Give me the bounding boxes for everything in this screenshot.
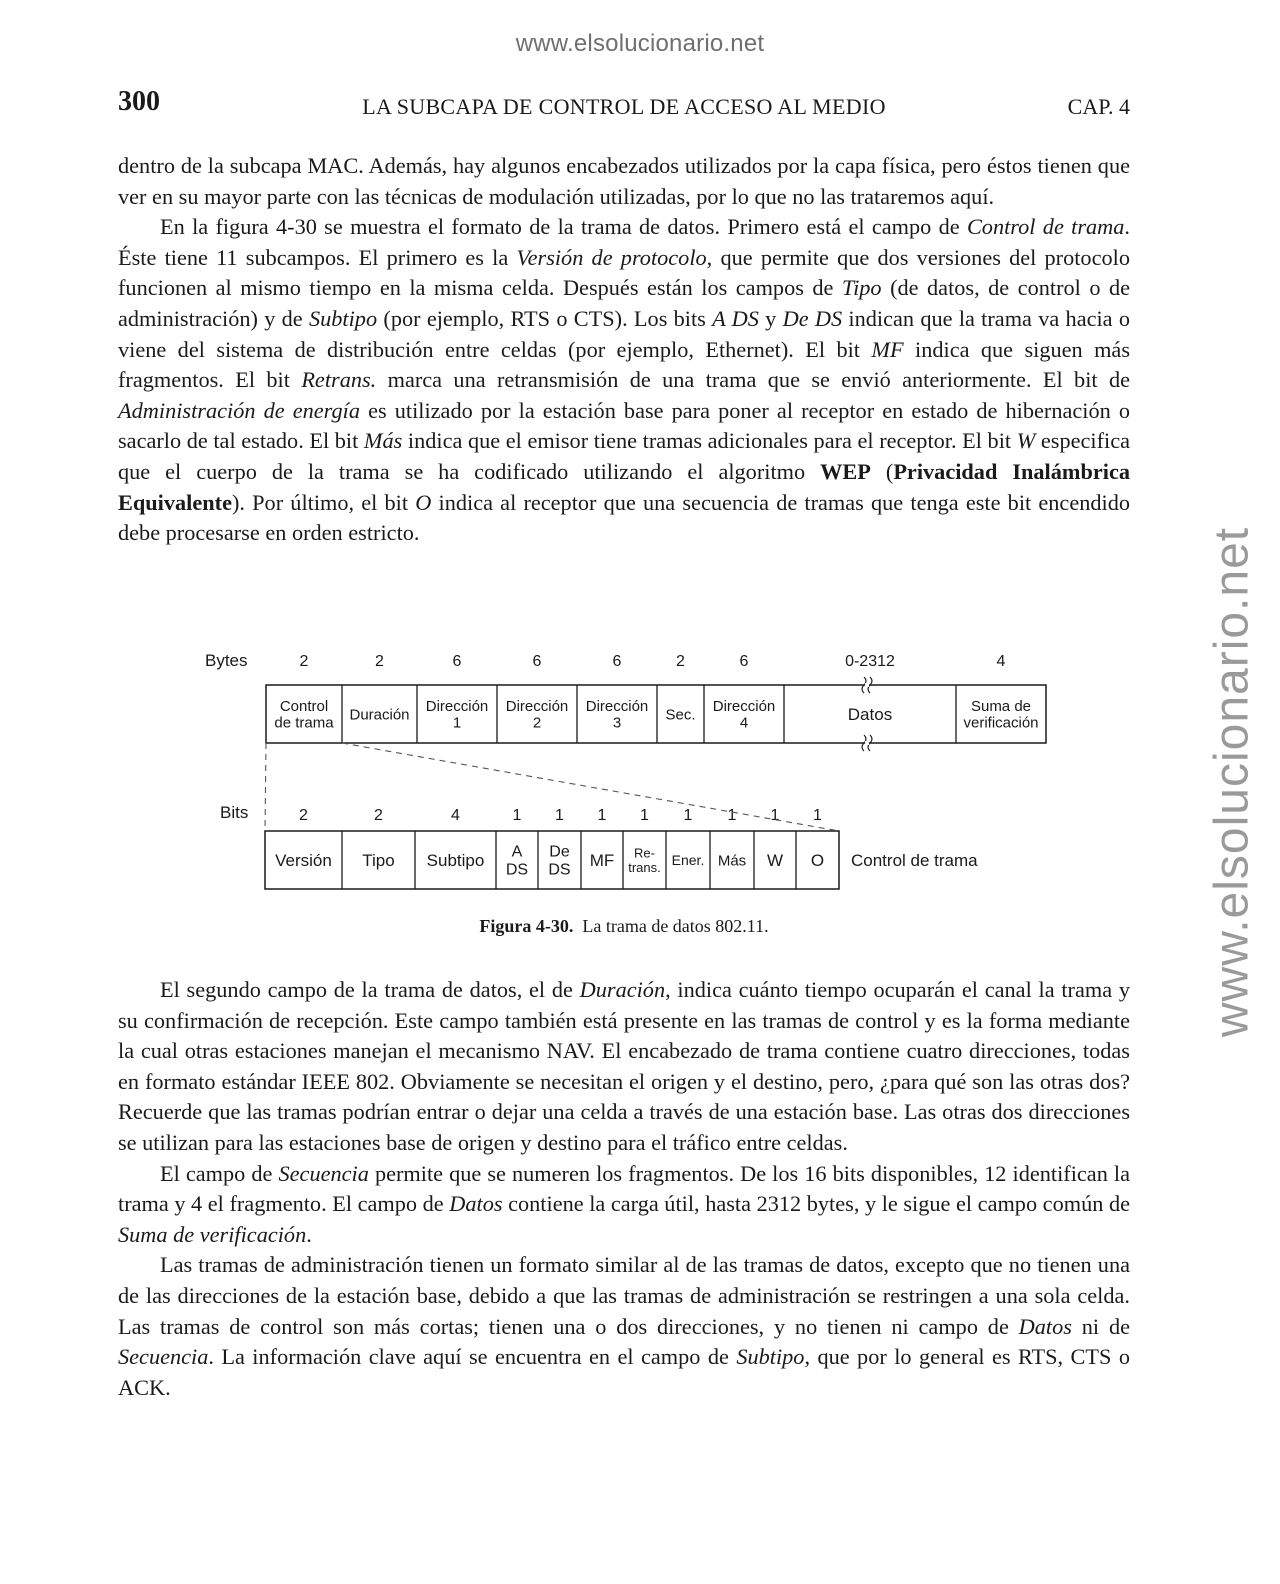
bit-size-label: 1 bbox=[597, 807, 607, 824]
control-subfield-label: Ener. bbox=[671, 851, 705, 868]
control-subfield-label: Versión bbox=[275, 850, 332, 870]
break-gap bbox=[865, 741, 869, 745]
frame-field-label: 3 bbox=[612, 714, 622, 732]
bit-size-label: 4 bbox=[451, 807, 460, 824]
bits-row-label: Bits bbox=[220, 803, 249, 822]
expand-line-left bbox=[265, 743, 266, 831]
control-subfield-label: W bbox=[766, 850, 784, 870]
control-subfield-label: Subtipo bbox=[426, 850, 485, 870]
byte-size-label: 6 bbox=[532, 653, 542, 670]
bit-size-label: 2 bbox=[374, 807, 383, 824]
frame-field-label: Control bbox=[279, 697, 329, 715]
paragraph: dentro de la subcapa MAC. Además, hay algunos encabezados utilizados por la capa física, pero éstos tienen que ver en su mayor parte con las técnicas de modulación utilizadas, por lo que no las trataremos aquí. bbox=[118, 153, 1130, 209]
control-subfield-label: Tipo bbox=[362, 850, 395, 870]
paragraph: El segundo campo de la trama de datos, el de Duración, indica cuánto tiempo ocuparán el canal la trama y su confirmación de recepción. Este campo también está presente en las tramas de control y es la forma mediante la cual otras estaciones manejan el mecanismo NAV. El encabezado de trama contiene cuatro direcciones, todas en formato estándar IEEE 802. Obviamente se necesitan el origen y el destino, pero, ¿para qué son las otras dos? Recuerde que las tramas podrían entrar o dejar una celda a través de una estación base. Las otras dos direcciones se utilizan para las estaciones base de origen y destino para el tráfico entre celdas. bbox=[118, 977, 1130, 1155]
control-subfield-label: Re- bbox=[634, 845, 655, 861]
bit-size-label: 1 bbox=[683, 807, 693, 824]
watermark-side: www.elsolucionario.net bbox=[1205, 526, 1259, 1038]
control-subfield-label: A bbox=[511, 843, 523, 861]
byte-size-label: 2 bbox=[375, 653, 384, 670]
page-number: 300 bbox=[118, 86, 160, 117]
paragraph: El campo de Secuencia permite que se numeren los fragmentos. De los 16 bits disponibles, 12 identifican la trama y 4 el fragmento. El campo de Datos contiene la carga útil, hasta 2312 bytes, y le sigue el campo común de Suma de verificación. bbox=[118, 1160, 1131, 1247]
frame-field-label: de trama bbox=[274, 714, 334, 732]
bit-size-label: 1 bbox=[512, 807, 522, 824]
bit-size-label: 1 bbox=[813, 807, 822, 824]
frame-field-label: Duración bbox=[349, 706, 410, 724]
frame-diagram bbox=[190, 640, 1090, 910]
frame-field-label: Suma de bbox=[970, 697, 1032, 715]
paragraph: En la figura 4-30 se muestra el formato de la trama de datos. Primero está el campo de Control de trama. Éste tiene 11 subcampos. El primero es la Versión de protocolo, que permite que dos versiones del protocolo funcionen al mismo tiempo en la misma celda. Después están los campos de Tipo (de datos, de control o de administración) y de Subtipo (por ejemplo, RTS o CTS). Los bits A DS y De DS indican que la trama va hacia o viene del sistema de distribución entre celdas (por ejemplo, Ethernet). El bit MF indica que siguen más fragmentos. El bit Retrans. marca una retransmisión de una trama que se envió anteriormente. El bit de Administración de energía es utilizado por la estación base para poner al receptor en estado de hibernación o sacarlo de tal estado. El bit Más indica que el emisor tiene tramas adicionales para el receptor. El bit W especifica que el cuerpo de la trama se ha codificado utilizando el algoritmo WEP (Privacidad Inalámbrica Equivalente). Por último, el bit O indica al receptor que una secuencia de tramas que tenga este bit encendido debe procesarse en orden estricto. bbox=[118, 214, 1131, 546]
control-subfield-label: DS bbox=[548, 861, 571, 879]
bytes-row-label: Bytes bbox=[205, 651, 248, 670]
frame-field-label: 4 bbox=[739, 714, 749, 732]
watermark-top: www.elsolucionario.net bbox=[515, 30, 765, 57]
frame-field-label: Dirección bbox=[712, 697, 776, 715]
control-subfield-label: De bbox=[549, 843, 570, 861]
caption-label: Figura 4-30. bbox=[479, 916, 574, 936]
frame-field-label: 1 bbox=[452, 714, 462, 732]
frame-field-label: Sec. bbox=[665, 706, 696, 724]
byte-size-label: 2 bbox=[299, 653, 309, 670]
byte-size-label: 0-2312 bbox=[845, 653, 895, 670]
byte-size-label: 6 bbox=[452, 653, 462, 670]
frame-format-figure bbox=[190, 640, 1090, 910]
expand-line-right bbox=[342, 743, 839, 831]
frame-field-label: 2 bbox=[532, 714, 542, 732]
bit-size-label: 1 bbox=[770, 807, 780, 824]
figure-caption bbox=[0, 916, 1248, 937]
control-row-side-label: Control de trama bbox=[851, 851, 978, 870]
bit-size-label: 1 bbox=[727, 807, 737, 824]
byte-size-label: 6 bbox=[739, 653, 749, 670]
frame-field-label: Datos bbox=[847, 704, 893, 724]
bit-size-label: 1 bbox=[555, 807, 564, 824]
byte-size-label: 4 bbox=[996, 653, 1006, 670]
bit-size-label: 2 bbox=[299, 807, 308, 824]
frame-field-label: Dirección bbox=[505, 697, 569, 715]
control-subfield-label: MF bbox=[589, 850, 615, 870]
body-text-top bbox=[118, 151, 1130, 549]
bit-size-label: 1 bbox=[640, 807, 649, 824]
body-text-bottom bbox=[118, 975, 1130, 1403]
running-title: LA SUBCAPA DE CONTROL DE ACCESO AL MEDIO bbox=[362, 94, 886, 119]
frame-field-label: verificación bbox=[963, 714, 1039, 732]
caption-text: La trama de datos 802.11. bbox=[582, 916, 769, 936]
byte-size-label: 6 bbox=[612, 653, 622, 670]
paragraph: Las tramas de administración tienen un formato similar al de las tramas de datos, excepto que no tienen una de las direcciones de la estación base, debido a que las tramas de administración se restringen a una sola celda. Las tramas de control son más cortas; tienen una o dos direcciones, y no tienen ni campo de Datos ni de Secuencia. La información clave aquí se encuentra en el campo de Subtipo, que por lo general es RTS, CTS o ACK. bbox=[118, 1252, 1130, 1400]
byte-size-label: 2 bbox=[676, 653, 685, 670]
chapter-label: CAP. 4 bbox=[1067, 94, 1130, 119]
frame-field-label: Dirección bbox=[585, 697, 649, 715]
break-gap bbox=[865, 683, 869, 687]
page-header bbox=[118, 86, 1130, 126]
frame-field-label: Dirección bbox=[425, 697, 489, 715]
control-subfield-label: trans. bbox=[628, 859, 661, 875]
control-subfield-label: O bbox=[810, 850, 825, 870]
control-subfield-label: Más bbox=[717, 852, 747, 870]
control-subfield-label: DS bbox=[505, 861, 529, 879]
